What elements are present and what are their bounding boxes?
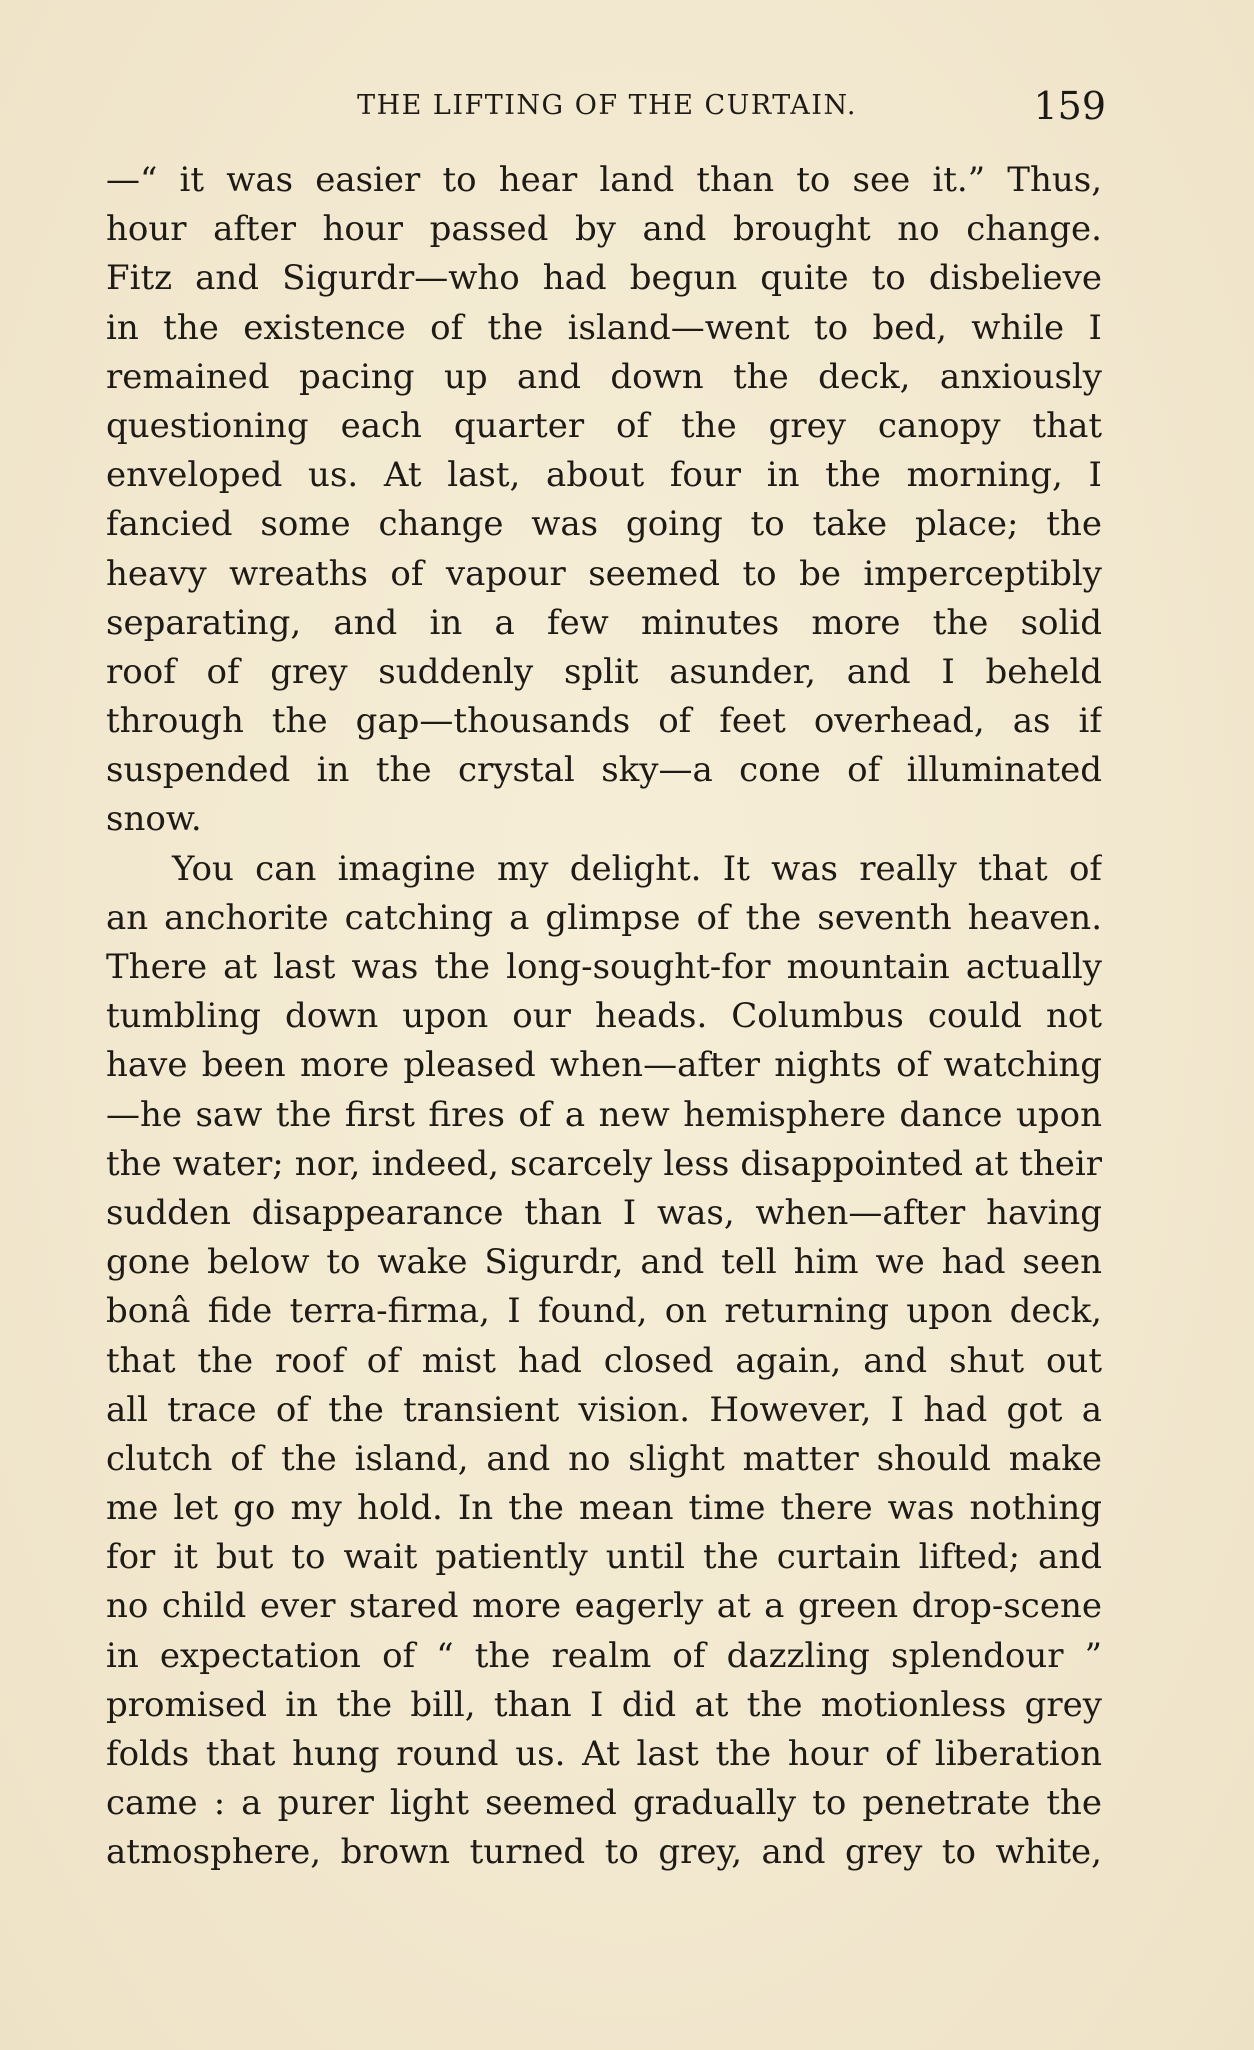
page-number: 159: [1033, 84, 1106, 128]
body-text: [106, 156, 1102, 1878]
text-line: atmosphere, brown turned to grey, and grey to white,: [106, 1832, 1102, 1873]
page-header: [108, 84, 1106, 132]
text-line: snow.: [106, 799, 202, 840]
text-line: —he saw the first fires of a new hemisphere dance upon: [106, 1094, 1102, 1135]
running-title: THE LIFTING OF THE CURTAIN.: [357, 90, 857, 121]
text-line: hour after hour passed by and brought no change.: [106, 209, 1102, 250]
text-line: no child ever stared more eagerly at a green drop-scene: [106, 1586, 1102, 1627]
text-line: tumbling down upon our heads. Columbus could not: [106, 996, 1102, 1037]
text-line: roof of grey suddenly split asunder, and I beheld: [106, 651, 1102, 692]
text-line: me let go my hold. In the mean time there was nothing: [106, 1488, 1102, 1529]
text-line: suspended in the crystal sky—a cone of illuminated: [106, 750, 1102, 791]
text-line: gone below to wake Sigurdr, and tell him we had seen: [106, 1242, 1102, 1283]
text-line: sudden disappearance than I was, when—after having: [106, 1192, 1102, 1233]
text-line: for it but to wait patiently until the curtain lifted; and: [106, 1537, 1102, 1578]
text-line: Fitz and Sigurdr—who had begun quite to disbelieve: [106, 258, 1102, 299]
text-line: —“ it was easier to hear land than to see it.” Thus,: [106, 160, 1102, 200]
text-line: clutch of the island, and no slight matter should make: [106, 1438, 1102, 1479]
text-line: through the gap—thousands of feet overhead, as if: [106, 701, 1102, 742]
text-line: in the existence of the island—went to bed, while I: [106, 307, 1102, 348]
text-line: enveloped us. At last, about four in the morning, I: [106, 455, 1102, 496]
text-line: all trace of the transient vision. However, I had got a: [106, 1389, 1102, 1430]
text-line: heavy wreaths of vapour seemed to be imperceptibly: [106, 553, 1102, 594]
text-line: in expectation of “ the realm of dazzling splendour ”: [106, 1635, 1102, 1676]
text-line: fancied some change was going to take place; the: [106, 504, 1102, 545]
text-line: have been more pleased when—after nights of watching: [106, 1045, 1102, 1086]
text-line: questioning each quarter of the grey canopy that: [106, 405, 1102, 446]
text-line: an anchorite catching a glimpse of the seventh heaven.: [106, 897, 1102, 938]
text-line: promised in the bill, than I did at the motionless grey: [106, 1684, 1102, 1725]
text-line: There at last was the long-sought-for mountain actually: [106, 947, 1102, 987]
text-line: that the roof of mist had closed again, and shut out: [106, 1340, 1102, 1381]
text-line: came : a purer light seemed gradually to penetrate the: [106, 1783, 1102, 1824]
text-line: bonâ fide terra-firma, I found, on returning upon deck,: [106, 1291, 1102, 1332]
text-line: the water; nor, indeed, scarcely less disappointed at their: [106, 1143, 1102, 1184]
text-line: separating, and in a few minutes more the solid: [106, 602, 1102, 643]
text-line: remained pacing up and down the deck, anxiously: [106, 356, 1102, 397]
text-line: folds that hung round us. At last the hour of liberation: [106, 1734, 1102, 1774]
text-line: You can imagine my delight. It was really that of: [172, 848, 1102, 889]
